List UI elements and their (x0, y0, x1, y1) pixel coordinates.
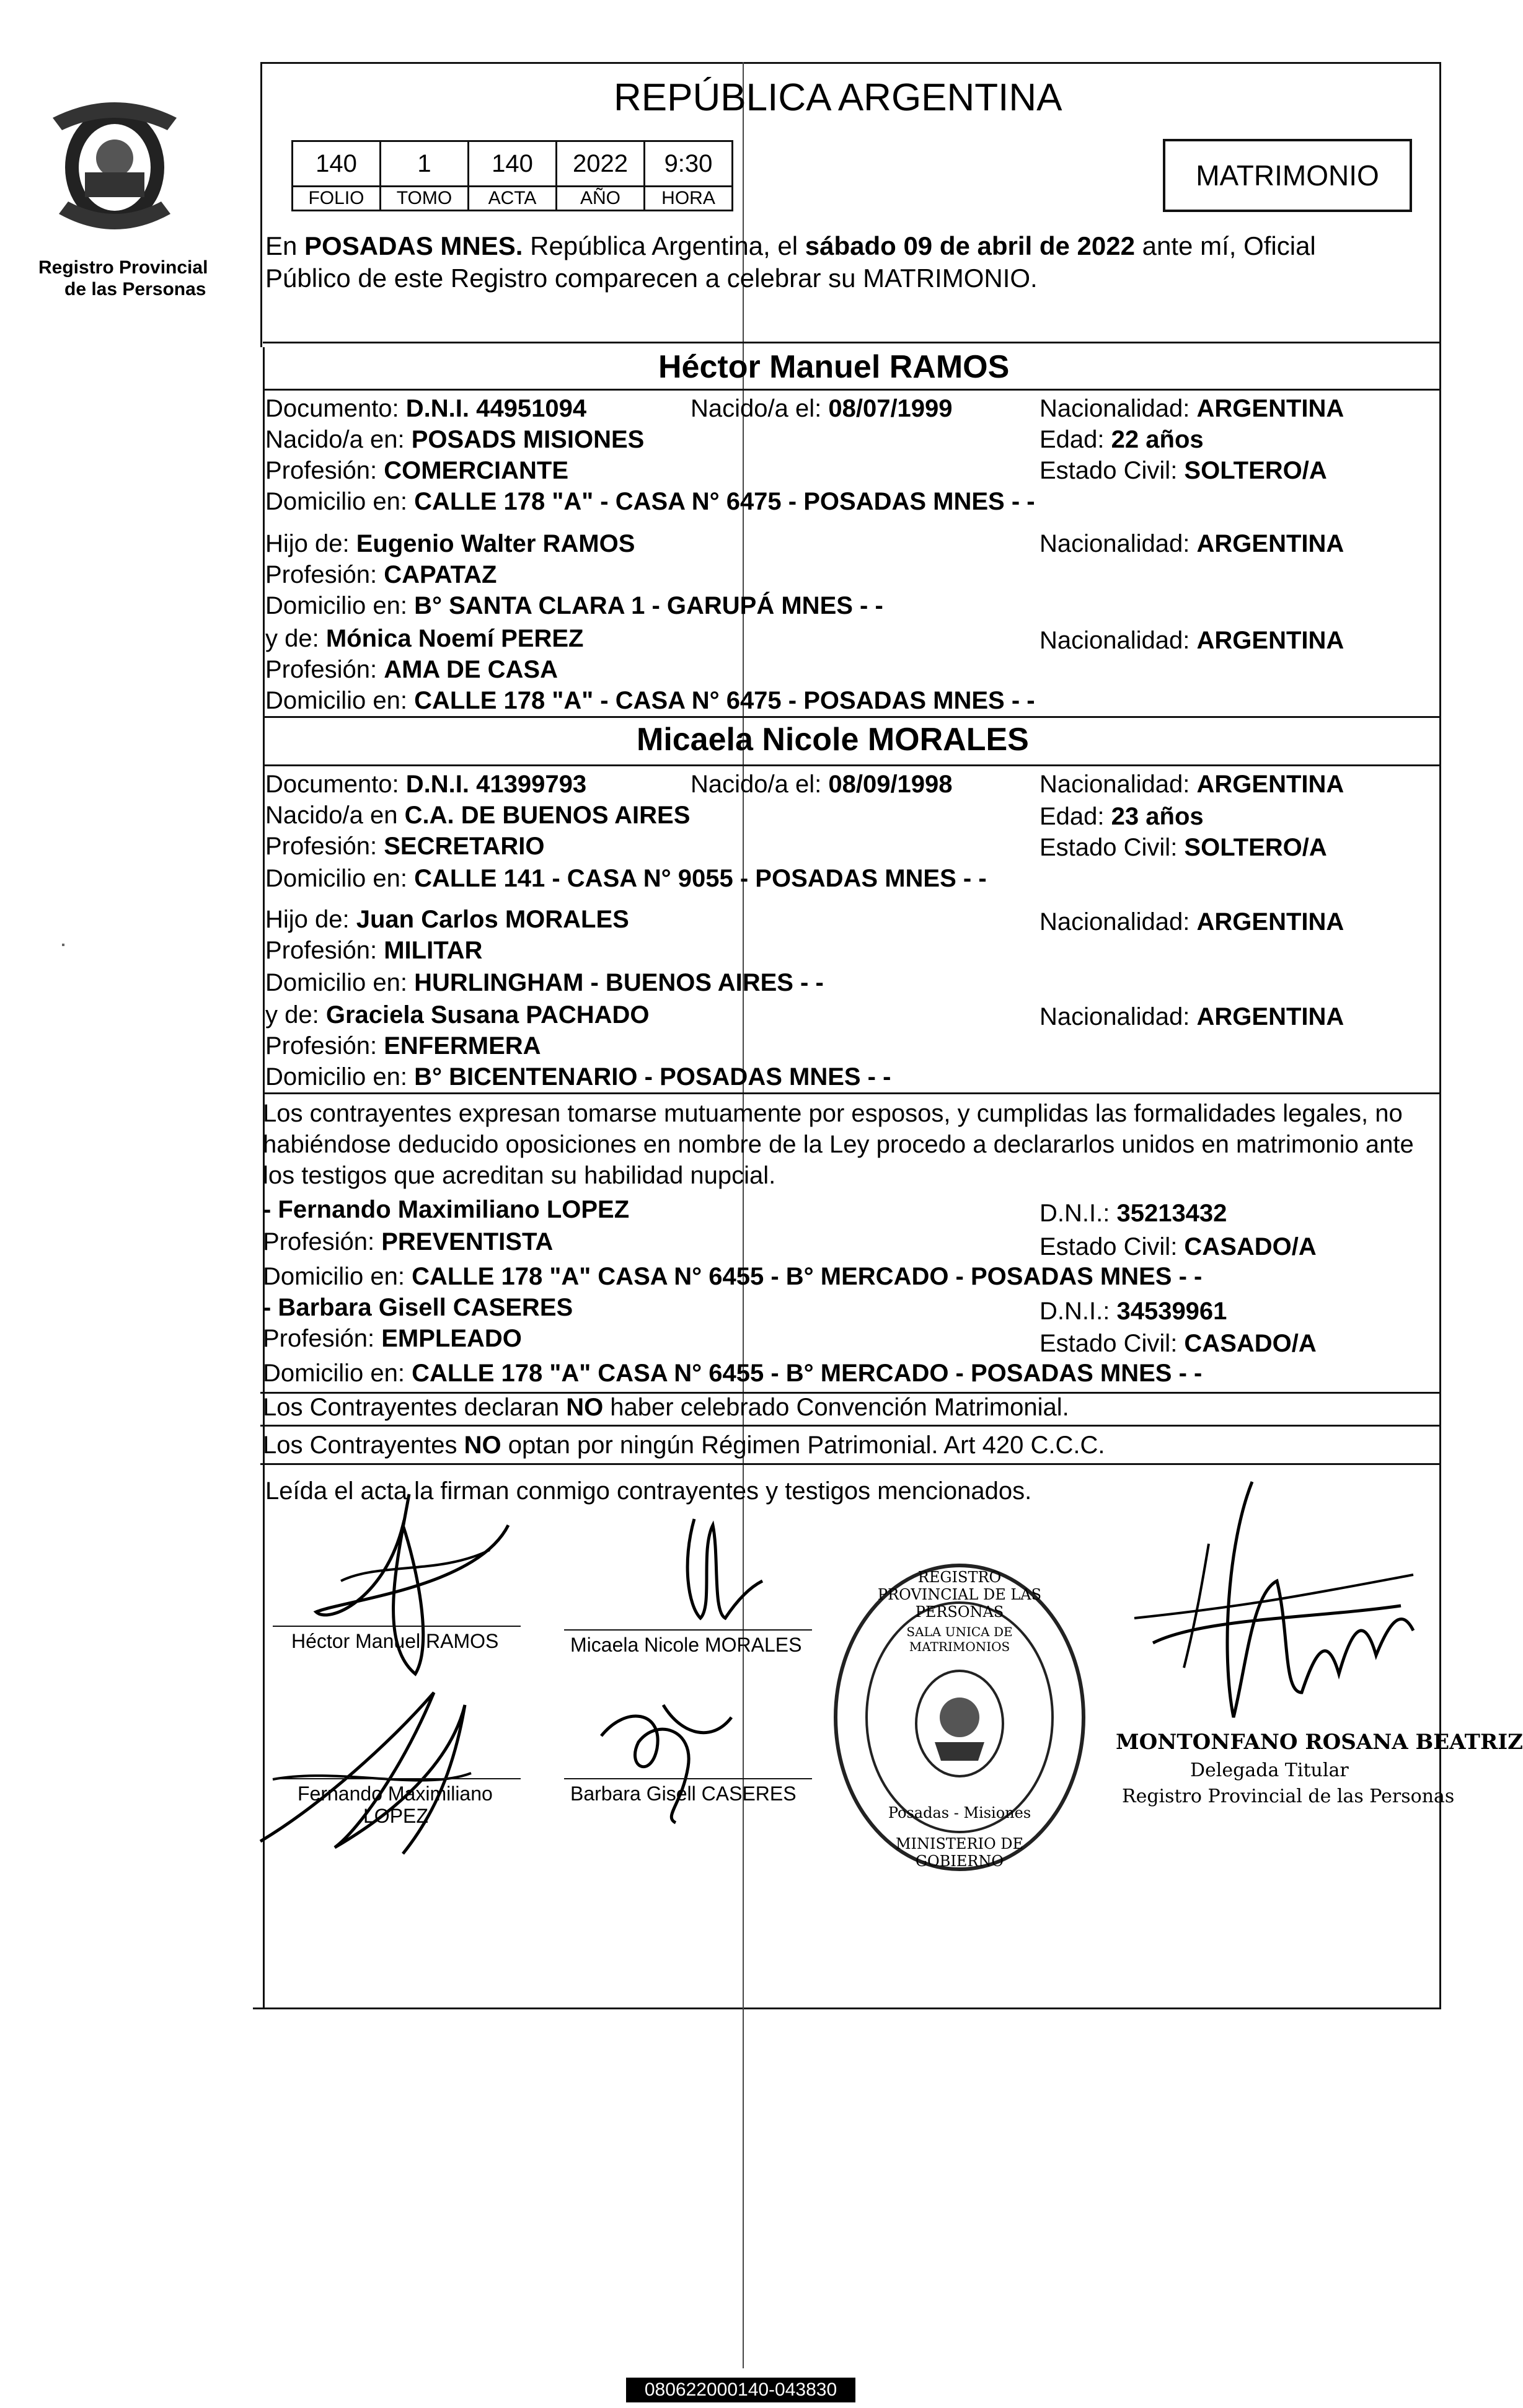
bride-address: Domicilio en: CALLE 141 - CASA N° 9055 - POSADAS MNES - - (265, 865, 987, 892)
logo-caption-2: de las Personas (64, 279, 206, 299)
officer-office: Registro Provincial de las Personas (1122, 1786, 1455, 1807)
ano-label: AÑO (557, 187, 645, 211)
bride-document: Documento: D.N.I. 41399793 (265, 771, 587, 798)
intro-line-1 (265, 231, 1316, 262)
sep-groom (263, 716, 1441, 718)
groom-signature (291, 1488, 527, 1686)
witness-2-civil-status: Estado Civil: CASADO/A (1040, 1330, 1317, 1357)
frame-right (1439, 62, 1441, 2009)
bride-nationality: Nacionalidad: ARGENTINA (1040, 771, 1344, 798)
groom-mother: y de: Mónica Noemí PEREZ (265, 625, 584, 652)
witness-1-signature-label-2: LOPEZ (363, 1805, 428, 1827)
groom-document: Documento: D.N.I. 44951094 (265, 395, 587, 422)
groom-mother-address: Domicilio en: CALLE 178 "A" - CASA N° 6475 - POSADAS MNES - - (265, 687, 1035, 714)
groom-civil-status: Estado Civil: SOLTERO/A (1040, 457, 1327, 484)
hora-label: HORA (645, 187, 733, 211)
acta-label: ACTA (469, 187, 557, 211)
declaration-line-3: los testigos que acreditan su habilidad nupcial. (263, 1162, 776, 1189)
groom-father-profession: Profesión: CAPATAZ (265, 561, 497, 588)
intro-prefix: En (265, 231, 305, 260)
provincial-logo (34, 93, 195, 248)
bride-signature-line (564, 1629, 812, 1631)
witness-2-signature (589, 1693, 750, 1829)
declaration-line-1: Los contrayentes expresan tomarse mutuamente por esposos, y cumplidas las formalidades legales, no (263, 1100, 1403, 1127)
stamp-outer-text: REGISTRO PROVINCIAL DE LAS PERSONAS (877, 1569, 1042, 1621)
witness-1-profession: Profesión: PREVENTISTA (263, 1228, 554, 1255)
bride-mother-nationality: Nacionalidad: ARGENTINA (1040, 1003, 1344, 1030)
bride-birth-date: Nacido/a el: 08/09/1998 (691, 771, 953, 798)
convention-note: Los Contrayentes declaran NO haber celebrado Convención Matrimonial. (263, 1394, 1069, 1421)
bride-birth-place: Nacido/a en C.A. DE BUENOS AIRES (265, 802, 691, 829)
acta-value: 140 (469, 141, 557, 187)
regime-note: Los Contrayentes NO optan por ningún Régimen Patrimonial. Art 420 C.C.C. (263, 1432, 1105, 1459)
document-code: 080622000140-043830 (626, 2378, 855, 2402)
witness-2-signature-line (564, 1778, 812, 1779)
intro-line-2: Público de este Registro comparecen a celebrar su MATRIMONIO. (265, 263, 1038, 293)
bride-mother: y de: Graciela Susana PACHADO (265, 1001, 650, 1029)
witness-1-signature-label-1: Fernando Maximiliano (298, 1782, 493, 1805)
witness-2-dni: D.N.I.: 34539961 (1040, 1298, 1227, 1325)
declaration-line-2: habiéndose deducido oposiciones en nombre de la Ley procedo a declararlos unidos en matrimonio ante (263, 1131, 1414, 1158)
frame-bottom (253, 2007, 1441, 2009)
groom-father-address: Domicilio en: B° SANTA CLARA 1 - GARUPÁ MNES - - (265, 592, 883, 619)
sep-groom-name (263, 389, 1441, 391)
intro-suffix: ante mí, Oficial (1135, 231, 1316, 260)
sep-bride-name (263, 764, 1441, 766)
bride-signature (645, 1513, 769, 1631)
signatures-intro: Leída el acta la firman conmigo contrayentes y testigos mencionados. (265, 1477, 1032, 1505)
groom-nationality: Nacionalidad: ARGENTINA (1040, 395, 1344, 422)
groom-name: Héctor Manuel RAMOS (658, 349, 1010, 385)
bride-mother-profession: Profesión: ENFERMERA (265, 1032, 541, 1060)
groom-father-nationality: Nacionalidad: ARGENTINA (1040, 530, 1344, 557)
frame-left (260, 62, 262, 347)
hora-value: 9:30 (645, 141, 733, 187)
intro-mid: República Argentina, el (523, 231, 805, 260)
witness-1-dni: D.N.I.: 35213432 (1040, 1200, 1227, 1227)
tomo-label: TOMO (381, 187, 469, 211)
groom-profession: Profesión: COMERCIANTE (265, 457, 568, 484)
act-reference-table (291, 140, 733, 211)
country-title: REPÚBLICA ARGENTINA (614, 76, 1062, 119)
witness-1-civil-status: Estado Civil: CASADO/A (1040, 1233, 1317, 1260)
folio-label: FOLIO (293, 187, 381, 211)
bride-age: Edad: 23 años (1040, 803, 1204, 830)
bride-name: Micaela Nicole MORALES (637, 722, 1029, 758)
witness-1-name: - Fernando Maximiliano LOPEZ (263, 1196, 630, 1223)
groom-signature-label: Héctor Manuel RAMOS (291, 1630, 499, 1652)
sep-header (263, 342, 1441, 343)
bride-father-address: Domicilio en: HURLINGHAM - BUENOS AIRES - - (265, 969, 824, 996)
groom-address: Domicilio en: CALLE 178 "A" - CASA N° 6475 - POSADAS MNES - - (265, 488, 1035, 515)
groom-signature-line (273, 1626, 521, 1627)
groom-mother-profession: Profesión: AMA DE CASA (265, 656, 558, 683)
witness-2-name: - Barbara Gisell CASERES (263, 1294, 573, 1321)
official-stamp (823, 1556, 1096, 1879)
bride-signature-label: Micaela Nicole MORALES (570, 1634, 802, 1656)
groom-mother-nationality: Nacionalidad: ARGENTINA (1040, 627, 1344, 654)
groom-birth-date: Nacido/a el: 08/07/1999 (691, 395, 953, 422)
witness-2-address: Domicilio en: CALLE 178 "A" CASA N° 6455 - B° MERCADO - POSADAS MNES - - (263, 1360, 1203, 1387)
bride-mother-address: Domicilio en: B° BICENTENARIO - POSADAS MNES - - (265, 1063, 891, 1091)
groom-age: Edad: 22 años (1040, 426, 1204, 453)
act-type-box: MATRIMONIO (1163, 139, 1412, 212)
witness-1-address: Domicilio en: CALLE 178 "A" CASA N° 6455 - B° MERCADO - POSADAS MNES - - (263, 1263, 1203, 1290)
intro-place: POSADAS MNES. (304, 231, 523, 260)
sep-bride (263, 1092, 1441, 1094)
witness-1-signature (248, 1668, 521, 1860)
groom-father: Hijo de: Eugenio Walter RAMOS (265, 530, 635, 557)
witness-2-signature-label: Barbara Gisell CASERES (570, 1782, 797, 1805)
bride-father-profession: Profesión: MILITAR (265, 937, 483, 964)
stamp-inner-text: SALA UNICA DE MATRIMONIOS (906, 1624, 1013, 1654)
logo-caption-1: Registro Provincial (38, 257, 208, 278)
officer-role: Delegada Titular (1190, 1760, 1349, 1781)
stamp-bottom-text: MINISTERIO DE GOBIERNO (895, 1835, 1024, 1870)
witness-1-signature-line (273, 1778, 521, 1779)
groom-birth-place: Nacido/a en: POSADS MISIONES (265, 426, 645, 453)
scan-speck (62, 944, 64, 946)
sep-convention (260, 1425, 1441, 1427)
officer-name: MONTONFANO ROSANA BEATRIZ (1116, 1730, 1523, 1755)
bride-father-nationality: Nacionalidad: ARGENTINA (1040, 908, 1344, 936)
tomo-value: 1 (381, 141, 469, 187)
bride-father: Hijo de: Juan Carlos MORALES (265, 906, 629, 933)
ano-value: 2022 (557, 141, 645, 187)
sep-regime (260, 1463, 1441, 1465)
folio-value: 140 (293, 141, 381, 187)
bride-civil-status: Estado Civil: SOLTERO/A (1040, 834, 1327, 861)
bride-profession: Profesión: SECRETARIO (265, 833, 545, 860)
intro-date: sábado 09 de abril de 2022 (805, 231, 1135, 260)
stamp-place-text: Posadas - Misiones (888, 1804, 1031, 1821)
witness-2-profession: Profesión: EMPLEADO (263, 1325, 522, 1352)
frame-top (260, 62, 1441, 64)
